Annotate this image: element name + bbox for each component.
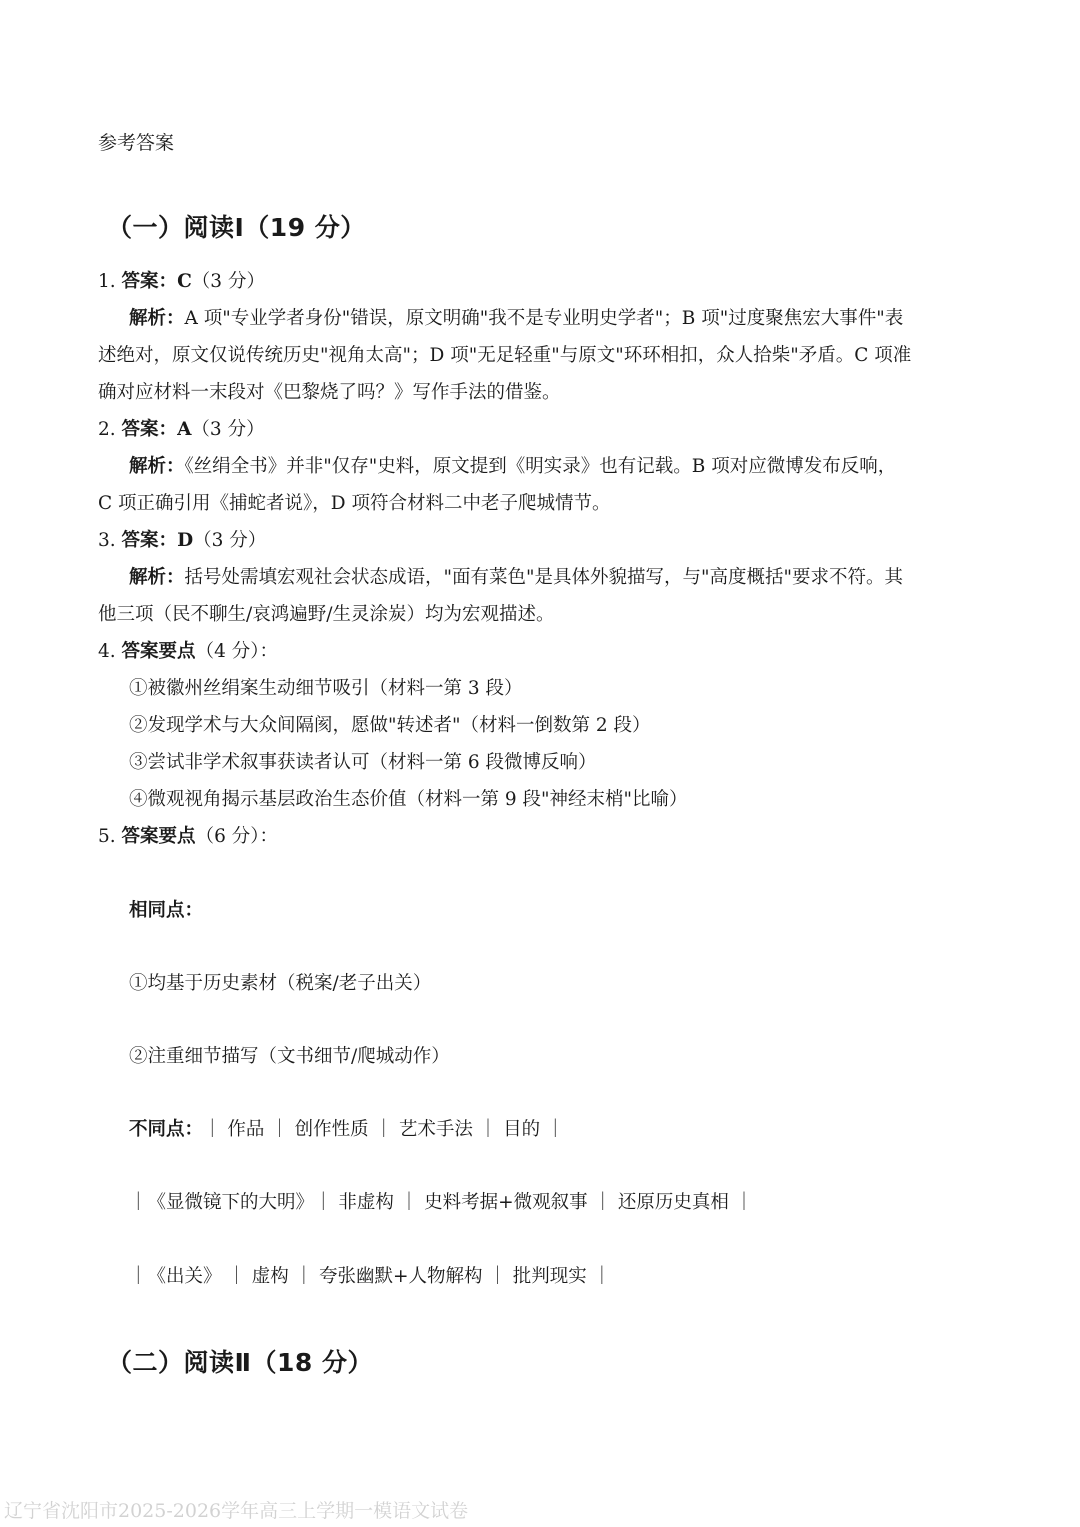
q3-answer-line (98, 528, 266, 554)
q5-diff-label: 不同点： (129, 1119, 204, 1140)
footer-watermark: 辽宁省沈阳市2025-2026学年高三上学期一模语文试卷 (4, 1500, 469, 1522)
q1-analysis-label: 解析： (129, 308, 185, 329)
q3-analysis-line-1 (129, 565, 903, 591)
q3-answer-label: 答案： (121, 530, 178, 551)
q1-analysis-line-1 (129, 306, 903, 332)
q5-label: 答案要点 (121, 826, 196, 847)
section-title-reading-2: （二）阅读Ⅱ（18 分） (107, 1348, 373, 1377)
q1-answer-line (98, 269, 265, 295)
q2-analysis-label: 解析： (129, 456, 185, 477)
q5-diff-line (129, 1117, 565, 1143)
q5-number: 5. (98, 826, 122, 847)
q4-number: 4. (98, 641, 122, 662)
q3-score: （3 分） (193, 530, 267, 551)
q5-diff-table-row-2: ｜《出关》 ｜ 虚构 ｜ 夸张幽默+人物解构 ｜ 批判现实 ｜ (129, 1266, 612, 1287)
q5-heading-line (98, 824, 278, 850)
q1-answer-label: 答案： (121, 271, 178, 292)
q3-answer-value: D (177, 530, 194, 551)
q2-number: 2. (98, 419, 122, 440)
q1-analysis-text-1: A 项"专业学者身份"错误，原文明确"我不是专业明史学者"；B 项"过度聚焦宏大事件"表 (184, 308, 904, 329)
q2-analysis-line-2: C 项正确引用《捕蛇者说》，D 项符合材料二中老子爬城情节。 (98, 493, 611, 514)
q5-diff-table-row-1: ｜《显微镜下的大明》｜ 非虚构 ｜ 史料考据+微观叙事 ｜ 还原历史真相 ｜ (129, 1192, 754, 1213)
q3-analysis-label: 解析： (129, 567, 185, 588)
q4-point-1: ①被徽州丝绢案生动细节吸引（材料一第 3 段） (129, 678, 523, 699)
q5-same-label: 相同点： (129, 900, 204, 921)
q5-diff-table-header: ｜ 作品 ｜ 创作性质 ｜ 艺术手法 ｜ 目的 ｜ (203, 1119, 565, 1140)
q2-analysis-line-1 (129, 454, 896, 480)
q2-analysis-text-1: 《丝绢全书》并非"仅存"史料，原文提到《明实录》也有记载。B 项对应微博发布反响， (184, 456, 897, 477)
q5-score: （6 分）： (195, 826, 278, 847)
q3-analysis-line-2: 他三项（民不聊生/哀鸿遍野/生灵涂炭）均为宏观描述。 (98, 604, 555, 625)
q3-analysis-text-1: 括号处需填宏观社会状态成语，"面有菜色"是具体外貌描写，与"高度概括"要求不符。其 (184, 567, 904, 588)
q2-answer-line (98, 417, 265, 443)
q1-analysis-line-2: 述绝对，原文仅说传统历史"视角太高"；D 项"无足轻重"与原文"环环相扣，众人拾柴"矛盾。C 项准 (98, 345, 912, 366)
reference-answer-label: 参考答案 (98, 132, 175, 154)
q2-answer-value: A (177, 419, 192, 440)
q2-answer-label: 答案： (121, 419, 178, 440)
q4-label: 答案要点 (121, 641, 196, 662)
q1-answer-value: C (177, 271, 192, 292)
q3-number: 3. (98, 530, 122, 551)
q1-analysis-line-3: 确对应材料一末段对《巴黎烧了吗？》写作手法的借鉴。 (98, 382, 561, 403)
q4-score: （4 分）： (195, 641, 278, 662)
q1-number: 1. (98, 271, 122, 292)
q5-same-point-2: ②注重细节描写（文书细节/爬城动作） (129, 1046, 450, 1067)
q2-score: （3 分） (191, 419, 265, 440)
q4-point-2: ②发现学术与大众间隔阂，愿做"转述者"（材料一倒数第 2 段） (129, 715, 651, 736)
q1-score: （3 分） (191, 271, 265, 292)
q4-heading-line (98, 639, 278, 665)
q4-point-4: ④微观视角揭示基层政治生态价值（材料一第 9 段"神经末梢"比喻） (129, 789, 688, 810)
q5-same-point-1: ①均基于历史素材（税案/老子出关） (129, 973, 432, 994)
section-title-reading-1: （一）阅读Ⅰ（19 分） (107, 213, 366, 242)
q4-point-3: ③尝试非学术叙事获读者认可（材料一第 6 段微博反响） (129, 752, 597, 773)
